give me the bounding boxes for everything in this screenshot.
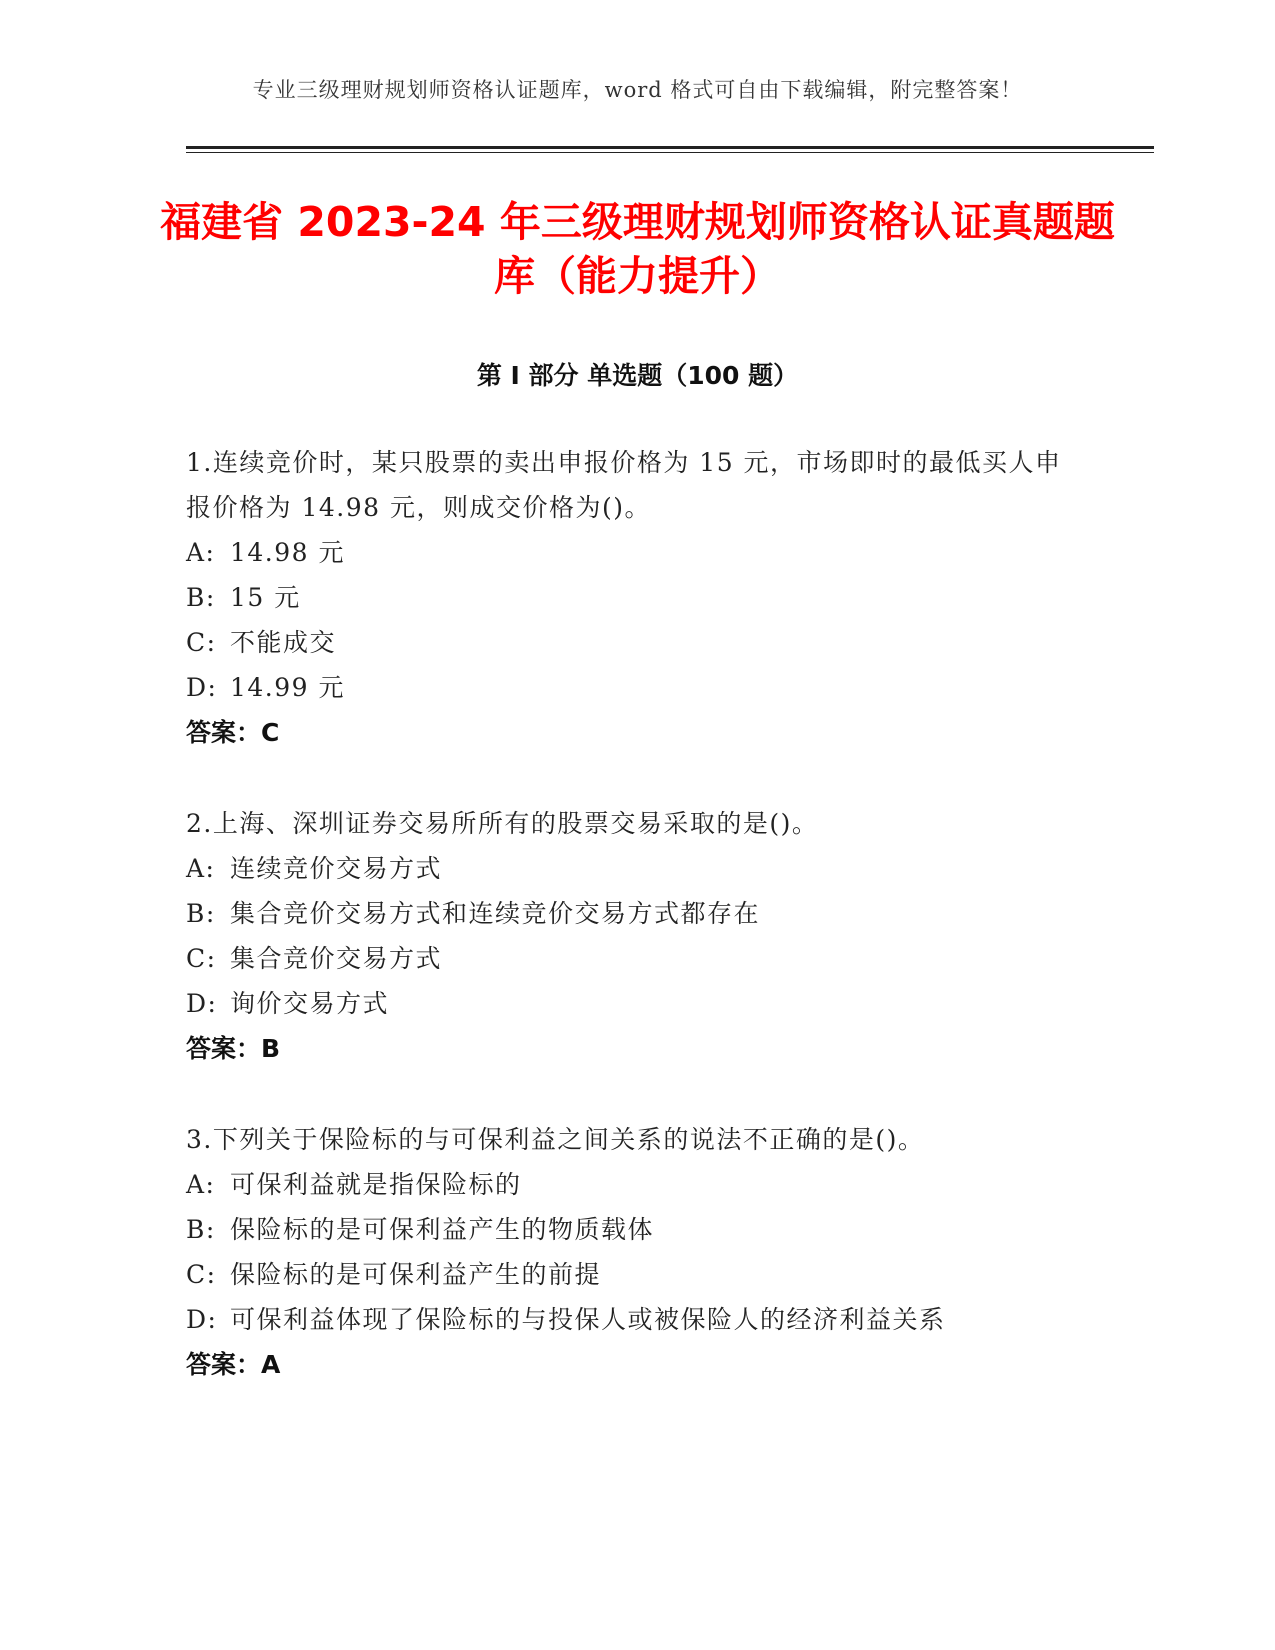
- question-2: [186, 801, 1086, 1071]
- answer: 答案：C: [186, 718, 280, 747]
- option-d: [186, 981, 1086, 1026]
- question-stem: 3.下列关于保险标的与可保利益之间关系的说法不正确的是()。: [186, 1125, 925, 1154]
- header-divider-thin: [186, 152, 1154, 153]
- option-key: C:: [186, 628, 217, 657]
- header-note: 专业三级理财规划师资格认证题库，word 格式可自由下载编辑，附完整答案！: [252, 78, 1023, 102]
- option-a: [186, 530, 1086, 575]
- option-text: 可保利益就是指保险标的: [230, 1170, 522, 1199]
- option-key: B:: [186, 583, 216, 612]
- option-key: B:: [186, 899, 216, 928]
- option-key: D:: [186, 673, 218, 702]
- option-a: [186, 1162, 1086, 1207]
- option-a: [186, 846, 1086, 891]
- section-title: 第 I 部分 单选题（100 题）: [476, 361, 799, 390]
- option-text: 保险标的是可保利益产生的物质载体: [230, 1215, 655, 1244]
- option-b: [186, 891, 1086, 936]
- option-b: [186, 575, 1086, 620]
- answer: 答案：A: [186, 1350, 281, 1379]
- option-key: C:: [186, 944, 217, 973]
- header-divider: [186, 146, 1154, 149]
- option-d: [186, 665, 1086, 710]
- option-text: 14.98 元: [230, 538, 346, 567]
- option-text: 连续竞价交易方式: [230, 854, 443, 883]
- option-key: B:: [186, 1215, 216, 1244]
- option-text: 保险标的是可保利益产生的前提: [230, 1260, 602, 1289]
- answer: 答案：B: [186, 1034, 281, 1063]
- option-text: 集合竞价交易方式: [230, 944, 443, 973]
- option-text: 询价交易方式: [230, 989, 390, 1018]
- option-key: D:: [186, 989, 218, 1018]
- option-key: A:: [186, 538, 216, 567]
- question-stem: 1.连续竞价时，某只股票的卖出申报价格为 15 元，市场即时的最低买人申报价格为 14.98 元，则成交价格为()。: [186, 448, 1062, 522]
- option-key: A:: [186, 854, 216, 883]
- document-title: 福建省 2023-24 年三级理财规划师资格认证真题题库（能力提升）: [160, 198, 1115, 300]
- option-c: [186, 936, 1086, 981]
- question-stem: 2.上海、深圳证券交易所所有的股票交易采取的是()。: [186, 809, 819, 838]
- option-key: A:: [186, 1170, 216, 1199]
- option-text: 14.99 元: [230, 673, 346, 702]
- question-list: [186, 440, 1086, 1433]
- option-key: D:: [186, 1305, 218, 1334]
- question-3: [186, 1117, 1086, 1387]
- option-text: 集合竞价交易方式和连续竞价交易方式都存在: [230, 899, 761, 928]
- option-text: 不能成交: [230, 628, 337, 657]
- option-d: [186, 1297, 1086, 1342]
- option-c: [186, 620, 1086, 665]
- option-key: C:: [186, 1260, 217, 1289]
- option-b: [186, 1207, 1086, 1252]
- option-c: [186, 1252, 1086, 1297]
- question-1: [186, 440, 1086, 755]
- option-text: 15 元: [230, 583, 301, 612]
- option-text: 可保利益体现了保险标的与投保人或被保险人的经济利益关系: [230, 1305, 946, 1334]
